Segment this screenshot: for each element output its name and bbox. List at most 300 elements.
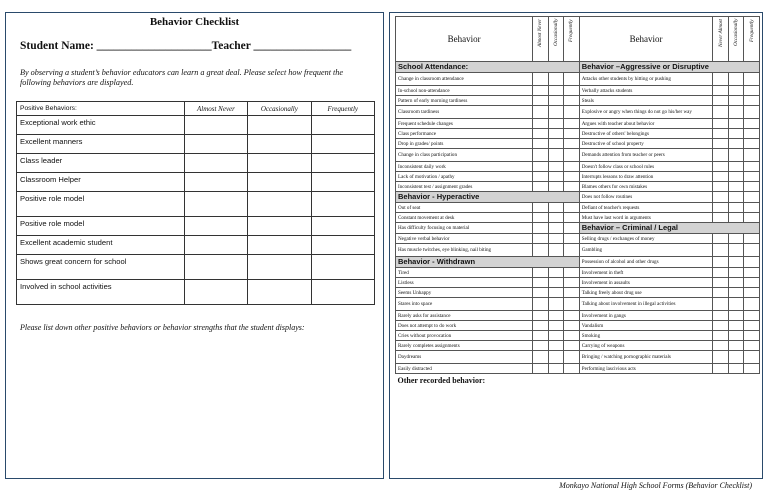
checkbox-cell-frequently[interactable] [564, 331, 580, 341]
checkbox-cell-occasionally[interactable] [248, 255, 311, 280]
checkbox-cell-occasionally[interactable] [248, 135, 311, 154]
section-heading: Behavior – Criminal / Legal [579, 223, 759, 234]
behavior-label: Excellent manners [17, 135, 185, 154]
checkbox-cell-almost-never[interactable] [533, 73, 549, 86]
checkbox-cell-occasionally[interactable] [548, 129, 564, 139]
checkbox-cell-almost-never[interactable] [533, 162, 549, 172]
behavior-label: Argues with teacher about behavior [579, 119, 713, 129]
checkbox-cell-frequently[interactable] [564, 223, 580, 234]
behavior-label: Change in class participation [396, 149, 533, 162]
section-heading: School Attendance: [396, 62, 580, 73]
behavior-label: Positive role model [17, 217, 185, 236]
behavior-label: Daydreams [396, 351, 533, 364]
table-row [396, 192, 760, 203]
table-row [396, 73, 760, 86]
checkbox-cell-frequently[interactable] [564, 364, 580, 374]
behavior-label: Involvement in gangs [579, 311, 713, 321]
checkbox-cell-almost-never[interactable] [533, 341, 549, 351]
checkbox-cell-frequently[interactable] [564, 321, 580, 331]
checkbox-cell-occasionally[interactable] [728, 268, 744, 278]
checkbox-cell-almost-never[interactable] [713, 257, 729, 268]
col-header-never-almost: Never Almost [717, 19, 724, 47]
table-row [396, 182, 760, 192]
col-header-almost-never: Almost Never [184, 102, 247, 116]
col-header-almost-never: Almost Never [537, 19, 544, 48]
checkbox-cell-almost-never[interactable] [713, 192, 729, 203]
col-header-frequently: Frequently [568, 19, 575, 42]
checkbox-cell-frequently[interactable] [744, 213, 760, 223]
checkbox-cell-occasionally[interactable] [248, 217, 311, 236]
checkbox-cell-occasionally[interactable] [248, 280, 311, 305]
checkbox-cell-occasionally[interactable] [728, 257, 744, 268]
behavior-label: Shows great concern for school [17, 255, 185, 280]
behavior-label: Possession of alcohol and other drugs [579, 257, 713, 268]
checkbox-cell-frequently[interactable] [744, 341, 760, 351]
table-row [17, 192, 375, 217]
checkbox-cell-frequently[interactable] [311, 192, 374, 217]
checkbox-cell-frequently[interactable] [311, 154, 374, 173]
checkbox-cell-almost-never[interactable] [713, 96, 729, 106]
checkbox-cell-frequently[interactable] [744, 244, 760, 257]
behavior-label: Performing lascivious acts [579, 364, 713, 374]
table-row [17, 135, 375, 154]
behavior-label: Pattern of early morning tardiness [396, 96, 533, 106]
checkbox-cell-occasionally[interactable] [548, 278, 564, 288]
behavior-label: Talking about involvement in illegal activities [579, 298, 713, 311]
behavior-label: Talking freely about drug use [579, 288, 713, 298]
table-row [396, 341, 760, 351]
checkbox-cell-almost-never[interactable] [184, 135, 247, 154]
checkbox-cell-almost-never[interactable] [713, 331, 729, 341]
checkbox-cell-frequently[interactable] [564, 278, 580, 288]
behavior-label: Attacks other students by hitting or pushing [579, 73, 713, 86]
checkbox-cell-occasionally[interactable] [548, 341, 564, 351]
behavior-label: Rarely asks for assistance [396, 311, 533, 321]
checkbox-cell-frequently[interactable] [744, 203, 760, 213]
table-row [396, 203, 760, 213]
checkbox-cell-occasionally[interactable] [248, 192, 311, 217]
table-row [396, 268, 760, 278]
checkbox-cell-occasionally[interactable] [548, 149, 564, 162]
checkbox-cell-frequently[interactable] [744, 288, 760, 298]
checkbox-cell-occasionally[interactable] [548, 321, 564, 331]
checkbox-cell-almost-never[interactable] [713, 86, 729, 96]
checkbox-cell-frequently[interactable] [744, 311, 760, 321]
checkbox-cell-almost-never[interactable] [713, 213, 729, 223]
student-teacher-line[interactable]: Student Name: ____________________Teacher _________________ [20, 40, 352, 52]
table-row [396, 321, 760, 331]
behavior-label: Demands attention from teacher or peers [579, 149, 713, 162]
checkbox-cell-occasionally[interactable] [548, 311, 564, 321]
checkbox-cell-frequently[interactable] [744, 73, 760, 86]
checkbox-cell-almost-never[interactable] [184, 236, 247, 255]
table-row [396, 351, 760, 364]
checkbox-cell-frequently[interactable] [744, 257, 760, 268]
checkbox-cell-almost-never[interactable] [533, 268, 549, 278]
checkbox-cell-occasionally[interactable] [728, 192, 744, 203]
behavior-label: Involved in school activities [17, 280, 185, 305]
checkbox-cell-frequently[interactable] [564, 96, 580, 106]
checkbox-cell-frequently[interactable] [744, 298, 760, 311]
checkbox-cell-occasionally[interactable] [548, 162, 564, 172]
other-recorded-behavior-label: Other recorded behavior: [397, 376, 486, 385]
checkbox-cell-occasionally[interactable] [728, 213, 744, 223]
checkbox-cell-almost-never[interactable] [533, 182, 549, 192]
col-header-positive: Positive Behaviors: [17, 102, 185, 116]
checkbox-cell-almost-never[interactable] [533, 129, 549, 139]
table-row [17, 236, 375, 255]
checkbox-cell-frequently[interactable] [311, 280, 374, 305]
table-row [396, 86, 760, 96]
checkbox-cell-occasionally[interactable] [548, 351, 564, 364]
page-title: Behavior Checklist [149, 16, 240, 28]
checkbox-cell-occasionally[interactable] [728, 364, 744, 374]
checkbox-cell-occasionally[interactable] [548, 268, 564, 278]
checkbox-cell-occasionally[interactable] [728, 351, 744, 364]
checkbox-cell-frequently[interactable] [311, 116, 374, 135]
checkbox-cell-frequently[interactable] [744, 268, 760, 278]
checkbox-cell-almost-never[interactable] [713, 321, 729, 331]
behavior-label: Class performance [396, 129, 533, 139]
checkbox-cell-frequently[interactable] [564, 203, 580, 213]
checkbox-cell-occasionally[interactable] [548, 223, 564, 234]
behavior-concerns-table [395, 16, 760, 388]
table-row [396, 364, 760, 374]
checkbox-cell-occasionally[interactable] [248, 116, 311, 135]
checkbox-cell-frequently[interactable] [564, 119, 580, 129]
table-row [396, 162, 760, 172]
checkbox-cell-frequently[interactable] [744, 96, 760, 106]
table-row [396, 96, 760, 106]
checkbox-cell-almost-never[interactable] [713, 129, 729, 139]
checkbox-cell-almost-never[interactable] [713, 119, 729, 129]
table-row [396, 257, 760, 268]
table-row [396, 288, 760, 298]
checkbox-cell-almost-never[interactable] [533, 106, 549, 119]
behavior-label: Change in classroom attendance [396, 73, 533, 86]
checkbox-cell-frequently[interactable] [564, 341, 580, 351]
behavior-label: Doesn't follow class or school rules [579, 162, 713, 172]
behavior-label: Explosive or angry when things do not go his/her way [579, 106, 713, 119]
behavior-label: Steals [579, 96, 713, 106]
checkbox-cell-occasionally[interactable] [728, 288, 744, 298]
positive-behaviors-table [16, 101, 375, 305]
col-header-frequently: Frequently [311, 102, 374, 116]
checkbox-cell-frequently[interactable] [744, 331, 760, 341]
checkbox-cell-almost-never[interactable] [713, 341, 729, 351]
checkbox-cell-occasionally[interactable] [548, 364, 564, 374]
checkbox-cell-frequently[interactable] [564, 162, 580, 172]
checkbox-cell-occasionally[interactable] [728, 149, 744, 162]
behavior-label: Does not follow routines [579, 192, 713, 203]
checkbox-cell-almost-never[interactable] [533, 321, 549, 331]
behavior-label: Drop in grades/ points [396, 139, 533, 149]
checkbox-cell-almost-never[interactable] [533, 288, 549, 298]
checkbox-cell-frequently[interactable] [744, 278, 760, 288]
checkbox-cell-frequently[interactable] [744, 139, 760, 149]
checkbox-cell-occasionally[interactable] [728, 162, 744, 172]
checkbox-cell-almost-never[interactable] [533, 96, 549, 106]
checkbox-cell-occasionally[interactable] [728, 321, 744, 331]
checkbox-cell-occasionally[interactable] [548, 182, 564, 192]
checkbox-cell-occasionally[interactable] [248, 173, 311, 192]
checkbox-cell-occasionally[interactable] [728, 119, 744, 129]
checkbox-cell-almost-never[interactable] [533, 213, 549, 223]
checkbox-cell-almost-never[interactable] [184, 154, 247, 173]
checkbox-cell-frequently[interactable] [564, 268, 580, 278]
checkbox-cell-almost-never[interactable] [713, 182, 729, 192]
behavior-label: Excellent academic student [17, 236, 185, 255]
checkbox-cell-occasionally[interactable] [728, 331, 744, 341]
checkbox-cell-occasionally[interactable] [728, 244, 744, 257]
checkbox-cell-almost-never[interactable] [184, 116, 247, 135]
checkbox-cell-frequently[interactable] [744, 192, 760, 203]
table-row [396, 223, 760, 234]
checkbox-cell-almost-never[interactable] [533, 311, 549, 321]
checkbox-cell-frequently[interactable] [311, 236, 374, 255]
behavior-label: Bringing / watching pornographic materials [579, 351, 713, 364]
checkbox-cell-occasionally[interactable] [548, 86, 564, 96]
checkbox-cell-almost-never[interactable] [184, 217, 247, 236]
table-row [17, 116, 375, 135]
checkbox-cell-almost-never[interactable] [533, 364, 549, 374]
checkbox-cell-frequently[interactable] [744, 364, 760, 374]
behavior-label: Classroom Helper [17, 173, 185, 192]
checkbox-cell-almost-never[interactable] [533, 278, 549, 288]
behavior-label: Selling drugs / exchanges of money [579, 234, 713, 244]
checkbox-cell-almost-never[interactable] [713, 73, 729, 86]
behavior-label: Interrupts lessons to draw attention [579, 172, 713, 182]
behavior-label: Constant movement at desk [396, 213, 533, 223]
checkbox-cell-almost-never[interactable] [713, 203, 729, 213]
checkbox-cell-occasionally[interactable] [728, 311, 744, 321]
instructions-text: By observing a student’s behavior educators can learn a great deal. Please select how frequent the following behaviors are displayed. [20, 68, 344, 87]
checkbox-cell-frequently[interactable] [744, 119, 760, 129]
checkbox-cell-frequently[interactable] [311, 217, 374, 236]
checkbox-cell-frequently[interactable] [564, 106, 580, 119]
checkbox-cell-frequently[interactable] [564, 298, 580, 311]
checkbox-cell-frequently[interactable] [744, 351, 760, 364]
col-header-occasionally: Occasionally [733, 19, 740, 47]
checkbox-cell-frequently[interactable] [564, 139, 580, 149]
behavior-label: Out of seat [396, 203, 533, 213]
checkbox-cell-frequently[interactable] [564, 172, 580, 182]
checkbox-cell-almost-never[interactable] [533, 351, 549, 364]
checkbox-cell-occasionally[interactable] [548, 234, 564, 244]
table-row [396, 234, 760, 244]
behavior-label: Inconsistent daily work [396, 162, 533, 172]
behavior-label: Easily distracted [396, 364, 533, 374]
behavior-label: Negative verbal behavior [396, 234, 533, 244]
behavior-label: Involvement in assaults [579, 278, 713, 288]
checkbox-cell-almost-never[interactable] [184, 173, 247, 192]
checkbox-cell-almost-never[interactable] [533, 203, 549, 213]
behavior-label: Gambling [579, 244, 713, 257]
checkbox-cell-almost-never[interactable] [713, 268, 729, 278]
behavior-label: Has muscle twitches, eye blinking, nail biting [396, 244, 533, 257]
behavior-label: Vandalism [579, 321, 713, 331]
checkbox-cell-occasionally[interactable] [728, 341, 744, 351]
behavior-label: Lack of motivation / apathy [396, 172, 533, 182]
checkbox-cell-almost-never[interactable] [713, 106, 729, 119]
table-row [17, 217, 375, 236]
checkbox-cell-occasionally[interactable] [248, 154, 311, 173]
checkbox-cell-almost-never[interactable] [533, 172, 549, 182]
table-row [396, 213, 760, 223]
checkbox-cell-almost-never[interactable] [533, 119, 549, 129]
positive-behavior-panel [5, 12, 384, 479]
checkbox-cell-almost-never[interactable] [533, 234, 549, 244]
checkbox-cell-occasionally[interactable] [728, 86, 744, 96]
checkbox-cell-almost-never[interactable] [713, 298, 729, 311]
checkbox-cell-occasionally[interactable] [548, 203, 564, 213]
col-header-behavior-left: Behavior [396, 17, 533, 62]
checkbox-cell-frequently[interactable] [564, 86, 580, 96]
checkbox-cell-frequently[interactable] [311, 135, 374, 154]
checkbox-cell-almost-never[interactable] [713, 288, 729, 298]
checkbox-cell-almost-never[interactable] [184, 280, 247, 305]
checkbox-cell-frequently[interactable] [564, 182, 580, 192]
behavior-concerns-panel [389, 12, 763, 479]
checkbox-cell-occasionally[interactable] [548, 139, 564, 149]
checkbox-cell-occasionally[interactable] [548, 288, 564, 298]
checkbox-cell-almost-never[interactable] [533, 139, 549, 149]
checkbox-cell-frequently[interactable] [744, 321, 760, 331]
checkbox-cell-occasionally[interactable] [728, 278, 744, 288]
table-row [396, 331, 760, 341]
table-row [396, 278, 760, 288]
form-caption: Monkayo National High School Forms (Behavior Checklist) [559, 481, 752, 490]
section-heading: Behavior –Aggressive or Disruptive [579, 62, 759, 73]
behavior-label: Tired [396, 268, 533, 278]
checkbox-cell-almost-never[interactable] [533, 244, 549, 257]
behavior-label: Destructive of others' belongings [579, 129, 713, 139]
checkbox-cell-occasionally[interactable] [548, 96, 564, 106]
checkbox-cell-almost-never[interactable] [713, 139, 729, 149]
behavior-label: Listless [396, 278, 533, 288]
table-row [17, 255, 375, 280]
table-row [396, 119, 760, 129]
checkbox-cell-frequently[interactable] [564, 149, 580, 162]
checkbox-cell-occasionally[interactable] [728, 73, 744, 86]
checkbox-cell-frequently[interactable] [311, 173, 374, 192]
behavior-label: Stares into space [396, 298, 533, 311]
checkbox-cell-frequently[interactable] [744, 182, 760, 192]
checkbox-cell-occasionally[interactable] [728, 298, 744, 311]
checkbox-cell-frequently[interactable] [564, 73, 580, 86]
checkbox-cell-occasionally[interactable] [248, 236, 311, 255]
checkbox-cell-occasionally[interactable] [548, 298, 564, 311]
checkbox-cell-almost-never[interactable] [713, 244, 729, 257]
col-header-behavior-right: Behavior [579, 17, 713, 62]
checkbox-cell-occasionally[interactable] [728, 129, 744, 139]
checkbox-cell-frequently[interactable] [564, 234, 580, 244]
checkbox-cell-frequently[interactable] [564, 351, 580, 364]
checkbox-cell-frequently[interactable] [744, 172, 760, 182]
table-row [396, 129, 760, 139]
checkbox-cell-occasionally[interactable] [548, 244, 564, 257]
table-row [17, 280, 375, 305]
checkbox-cell-almost-never[interactable] [713, 364, 729, 374]
checkbox-cell-frequently[interactable] [744, 106, 760, 119]
checkbox-cell-frequently[interactable] [564, 129, 580, 139]
behavior-label: Rarely completes assignments [396, 341, 533, 351]
checkbox-cell-almost-never[interactable] [713, 351, 729, 364]
checkbox-cell-occasionally[interactable] [548, 106, 564, 119]
checkbox-cell-frequently[interactable] [744, 162, 760, 172]
table-row [396, 149, 760, 162]
behavior-label: Carrying of weapons [579, 341, 713, 351]
checkbox-cell-frequently[interactable] [744, 149, 760, 162]
behavior-label: Exceptional work ethic [17, 116, 185, 135]
checkbox-cell-almost-never[interactable] [713, 162, 729, 172]
table-row [396, 62, 760, 73]
checkbox-cell-occasionally[interactable] [548, 172, 564, 182]
behavior-label: Destructive of school property [579, 139, 713, 149]
checkbox-cell-frequently[interactable] [564, 288, 580, 298]
table-row [17, 173, 375, 192]
checkbox-cell-almost-never[interactable] [533, 149, 549, 162]
checkbox-cell-almost-never[interactable] [713, 278, 729, 288]
behavior-label: Classroom tardiness [396, 106, 533, 119]
checkbox-cell-frequently[interactable] [744, 86, 760, 96]
behavior-label: Defiant of teacher's requests [579, 203, 713, 213]
checkbox-cell-frequently[interactable] [564, 244, 580, 257]
checkbox-cell-frequently[interactable] [311, 255, 374, 280]
col-header-occasionally: Occasionally [248, 102, 311, 116]
checkbox-cell-occasionally[interactable] [548, 213, 564, 223]
checkbox-cell-occasionally[interactable] [728, 139, 744, 149]
section-heading: Behavior - Withdrawn [396, 257, 580, 268]
table-row [396, 298, 760, 311]
checkbox-cell-almost-never[interactable] [713, 149, 729, 162]
checkbox-cell-almost-never[interactable] [184, 255, 247, 280]
checkbox-cell-occasionally[interactable] [548, 119, 564, 129]
table-row [396, 106, 760, 119]
behavior-label: Class leader [17, 154, 185, 173]
checkbox-cell-frequently[interactable] [564, 213, 580, 223]
table-row [396, 311, 760, 321]
table-row [17, 154, 375, 173]
table-row [396, 244, 760, 257]
checkbox-cell-occasionally[interactable] [548, 331, 564, 341]
checkbox-cell-almost-never[interactable] [533, 331, 549, 341]
checkbox-cell-occasionally[interactable] [728, 96, 744, 106]
checkbox-cell-frequently[interactable] [744, 129, 760, 139]
checkbox-cell-occasionally[interactable] [548, 73, 564, 86]
behavior-label: Must have last word in arguments [579, 213, 713, 223]
checkbox-cell-occasionally[interactable] [728, 203, 744, 213]
checkbox-cell-almost-never[interactable] [533, 223, 549, 234]
behavior-label: Involvement in theft [579, 268, 713, 278]
checkbox-cell-almost-never[interactable] [533, 86, 549, 96]
checkbox-cell-occasionally[interactable] [728, 172, 744, 182]
checkbox-cell-almost-never[interactable] [713, 172, 729, 182]
checkbox-cell-almost-never[interactable] [713, 234, 729, 244]
checkbox-cell-almost-never[interactable] [184, 192, 247, 217]
checkbox-cell-occasionally[interactable] [728, 106, 744, 119]
section-heading: Behavior - Hyperactive [396, 192, 580, 203]
table-row [396, 139, 760, 149]
checkbox-cell-frequently[interactable] [744, 234, 760, 244]
behavior-label: In-school non-attendance [396, 86, 533, 96]
checkbox-cell-occasionally[interactable] [728, 182, 744, 192]
checkbox-cell-almost-never[interactable] [713, 311, 729, 321]
checkbox-cell-frequently[interactable] [564, 311, 580, 321]
checkbox-cell-occasionally[interactable] [728, 234, 744, 244]
checkbox-cell-almost-never[interactable] [533, 298, 549, 311]
behavior-label: Does not attempt to do work [396, 321, 533, 331]
